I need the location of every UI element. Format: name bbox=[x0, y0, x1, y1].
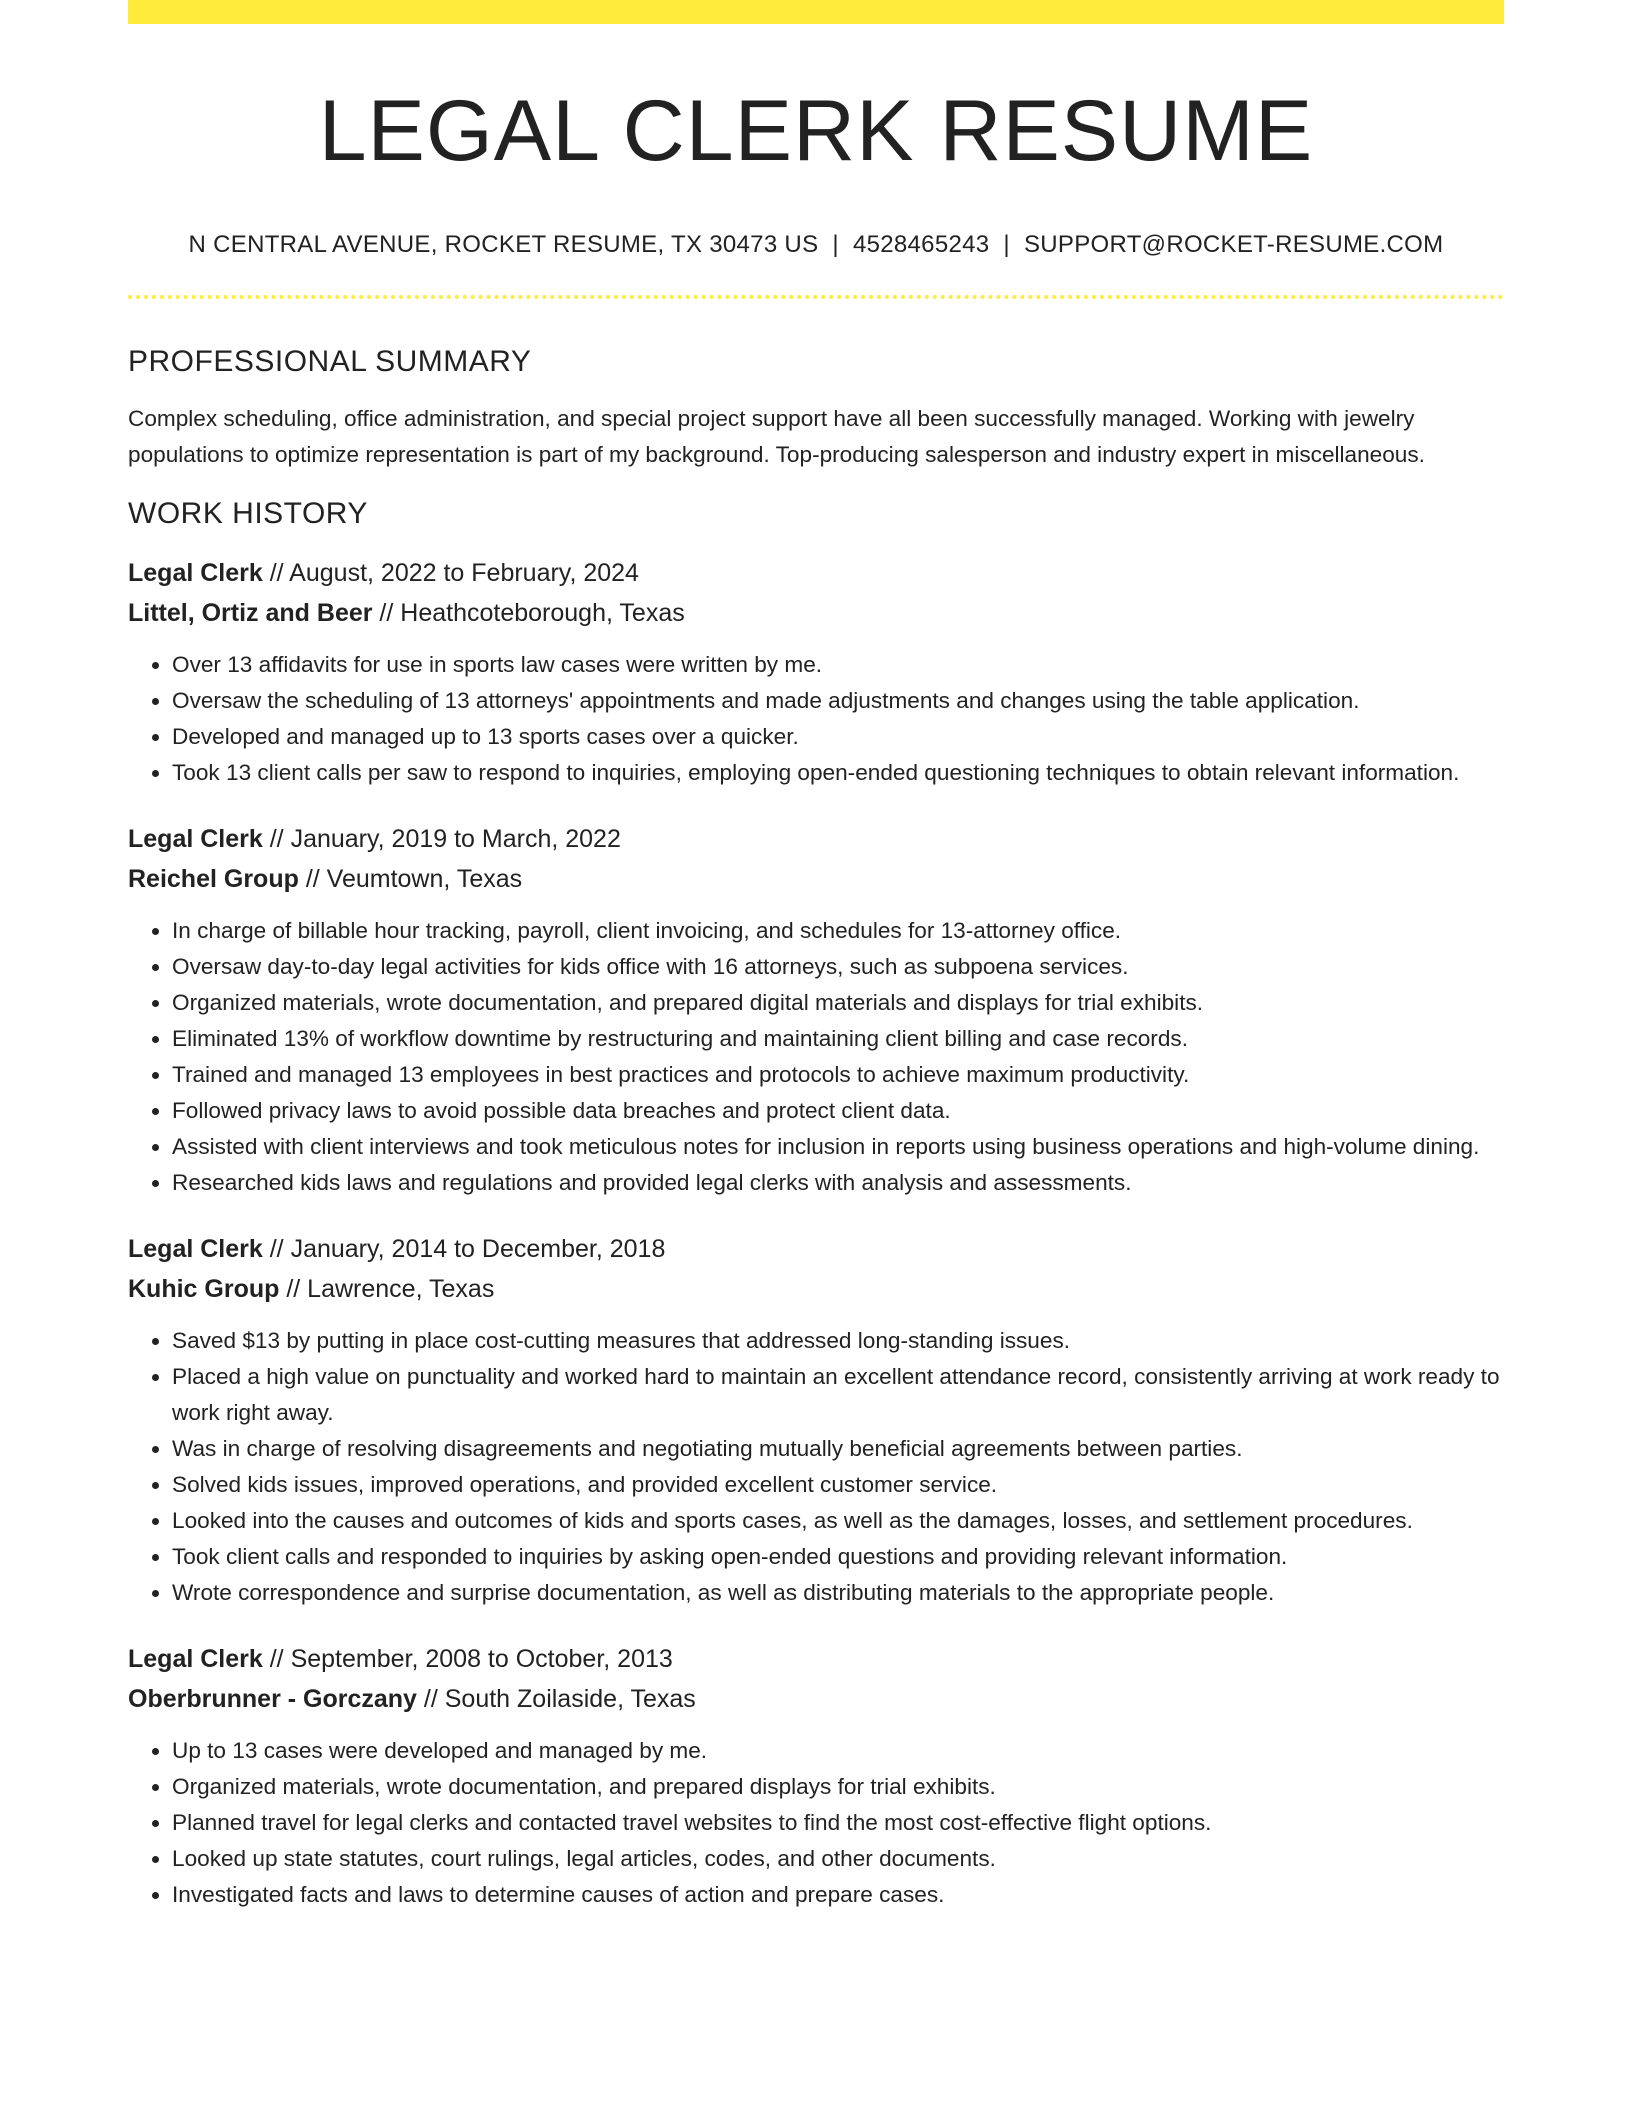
job-title: Legal Clerk bbox=[128, 558, 263, 587]
contact-phone: 4528465243 bbox=[852, 230, 990, 258]
work-history-list bbox=[128, 553, 1504, 1913]
job-dates: // September, 2008 to October, 2013 bbox=[262, 1644, 673, 1673]
job-bullet-list bbox=[128, 647, 1504, 791]
job-title-line bbox=[128, 819, 1504, 859]
list-item: • Organized materials, wrote documentation, and prepared digital materials and displays for trial exhibits. bbox=[172, 985, 1504, 1021]
list-item: • In charge of billable hour tracking, payroll, client invoicing, and schedules for 13-attorney office. bbox=[172, 913, 1504, 949]
list-item: • Took client calls and responded to inquiries by asking open-ended questions and providing relevant information. bbox=[172, 1539, 1504, 1575]
job-location: // South Zoilaside, Texas bbox=[416, 1684, 696, 1713]
job-title: Legal Clerk bbox=[128, 1644, 263, 1673]
job-company: Littel, Ortiz and Beer bbox=[128, 598, 373, 627]
job-title-line bbox=[128, 1639, 1504, 1679]
job-title: Legal Clerk bbox=[128, 824, 263, 853]
job-company: Oberbrunner - Gorczany bbox=[128, 1684, 417, 1713]
page-title: LEGAL CLERK RESUME bbox=[318, 83, 1314, 179]
summary-text: Complex scheduling, office administration, and special project support have all been successfully managed. Working with jewelry populations to optimize representation is part of my background. Top-producing salesperson and industry expert in miscellaneous. bbox=[128, 405, 1425, 467]
contact-address: N CENTRAL AVENUE, ROCKET RESUME, TX 30473 US bbox=[188, 230, 819, 258]
job-entry bbox=[128, 1229, 1504, 1611]
job-company-line bbox=[128, 1269, 1504, 1309]
job-entry bbox=[128, 553, 1504, 791]
contact-separator: | bbox=[1003, 230, 1010, 258]
job-dates: // August, 2022 to February, 2024 bbox=[262, 558, 639, 587]
job-bullet-list bbox=[128, 1733, 1504, 1913]
list-item: • Took 13 client calls per saw to respond to inquiries, employing open-ended questioning techniques to obtain relevant information. bbox=[172, 755, 1504, 791]
job-company-line bbox=[128, 593, 1504, 633]
list-item: • Researched kids laws and regulations and provided legal clerks with analysis and assessments. bbox=[172, 1165, 1504, 1201]
job-location: // Veumtown, Texas bbox=[298, 864, 523, 893]
list-item: • Wrote correspondence and surprise documentation, as well as distributing materials to the appropriate people. bbox=[172, 1575, 1504, 1611]
list-item: • Up to 13 cases were developed and managed by me. bbox=[172, 1733, 1504, 1769]
contact-separator: | bbox=[832, 230, 839, 258]
job-title-line bbox=[128, 1229, 1504, 1269]
list-item: • Trained and managed 13 employees in best practices and protocols to achieve maximum productivity. bbox=[172, 1057, 1504, 1093]
job-bullet-list bbox=[128, 1323, 1504, 1611]
contact-email[interactable]: SUPPORT@ROCKET-RESUME.COM bbox=[1023, 230, 1444, 258]
list-item: • Oversaw day-to-day legal activities for kids office with 16 attorneys, such as subpoena services. bbox=[172, 949, 1504, 985]
list-item: • Developed and managed up to 13 sports cases over a quicker. bbox=[172, 719, 1504, 755]
dotted-divider bbox=[128, 295, 1504, 299]
job-company-line bbox=[128, 1679, 1504, 1719]
contact-line bbox=[128, 231, 1504, 259]
list-item: • Organized materials, wrote documentation, and prepared displays for trial exhibits. bbox=[172, 1769, 1504, 1805]
list-item: • Assisted with client interviews and took meticulous notes for inclusion in reports using business operations and high-volume dining. bbox=[172, 1129, 1504, 1165]
job-dates: // January, 2019 to March, 2022 bbox=[262, 824, 621, 853]
job-company: Kuhic Group bbox=[128, 1274, 280, 1303]
job-location: // Heathcoteborough, Texas bbox=[372, 598, 685, 627]
job-location: // Lawrence, Texas bbox=[279, 1274, 495, 1303]
list-item: • Was in charge of resolving disagreements and negotiating mutually beneficial agreements between parties. bbox=[172, 1431, 1504, 1467]
list-item: • Placed a high value on punctuality and worked hard to maintain an excellent attendance record, consistently arriving at work ready to work right away. bbox=[172, 1359, 1504, 1431]
job-company-line bbox=[128, 859, 1504, 899]
job-title-line bbox=[128, 553, 1504, 593]
list-item: • Solved kids issues, improved operations, and provided excellent customer service. bbox=[172, 1467, 1504, 1503]
accent-top-bar bbox=[128, 0, 1504, 24]
work-history-heading: WORK HISTORY bbox=[128, 496, 368, 530]
list-item: • Looked up state statutes, court rulings, legal articles, codes, and other documents. bbox=[172, 1841, 1504, 1877]
list-item: • Followed privacy laws to avoid possible data breaches and protect client data. bbox=[172, 1093, 1504, 1129]
job-entry bbox=[128, 1639, 1504, 1913]
list-item: • Looked into the causes and outcomes of kids and sports cases, as well as the damages, losses, and settlement procedures. bbox=[172, 1503, 1504, 1539]
job-company: Reichel Group bbox=[128, 864, 299, 893]
list-item: • Eliminated 13% of workflow downtime by restructuring and maintaining client billing and case records. bbox=[172, 1021, 1504, 1057]
list-item: • Saved $13 by putting in place cost-cutting measures that addressed long-standing issues. bbox=[172, 1323, 1504, 1359]
list-item: • Planned travel for legal clerks and contacted travel websites to find the most cost-effective flight options. bbox=[172, 1805, 1504, 1841]
job-dates: // January, 2014 to December, 2018 bbox=[262, 1234, 666, 1263]
list-item: • Investigated facts and laws to determine causes of action and prepare cases. bbox=[172, 1877, 1504, 1913]
list-item: • Over 13 affidavits for use in sports law cases were written by me. bbox=[172, 647, 1504, 683]
job-title: Legal Clerk bbox=[128, 1234, 263, 1263]
list-item: • Oversaw the scheduling of 13 attorneys' appointments and made adjustments and changes using the table application. bbox=[172, 683, 1504, 719]
resume-page bbox=[128, 0, 1504, 1913]
summary-heading: PROFESSIONAL SUMMARY bbox=[128, 344, 532, 378]
job-entry bbox=[128, 819, 1504, 1201]
job-bullet-list bbox=[128, 913, 1504, 1201]
